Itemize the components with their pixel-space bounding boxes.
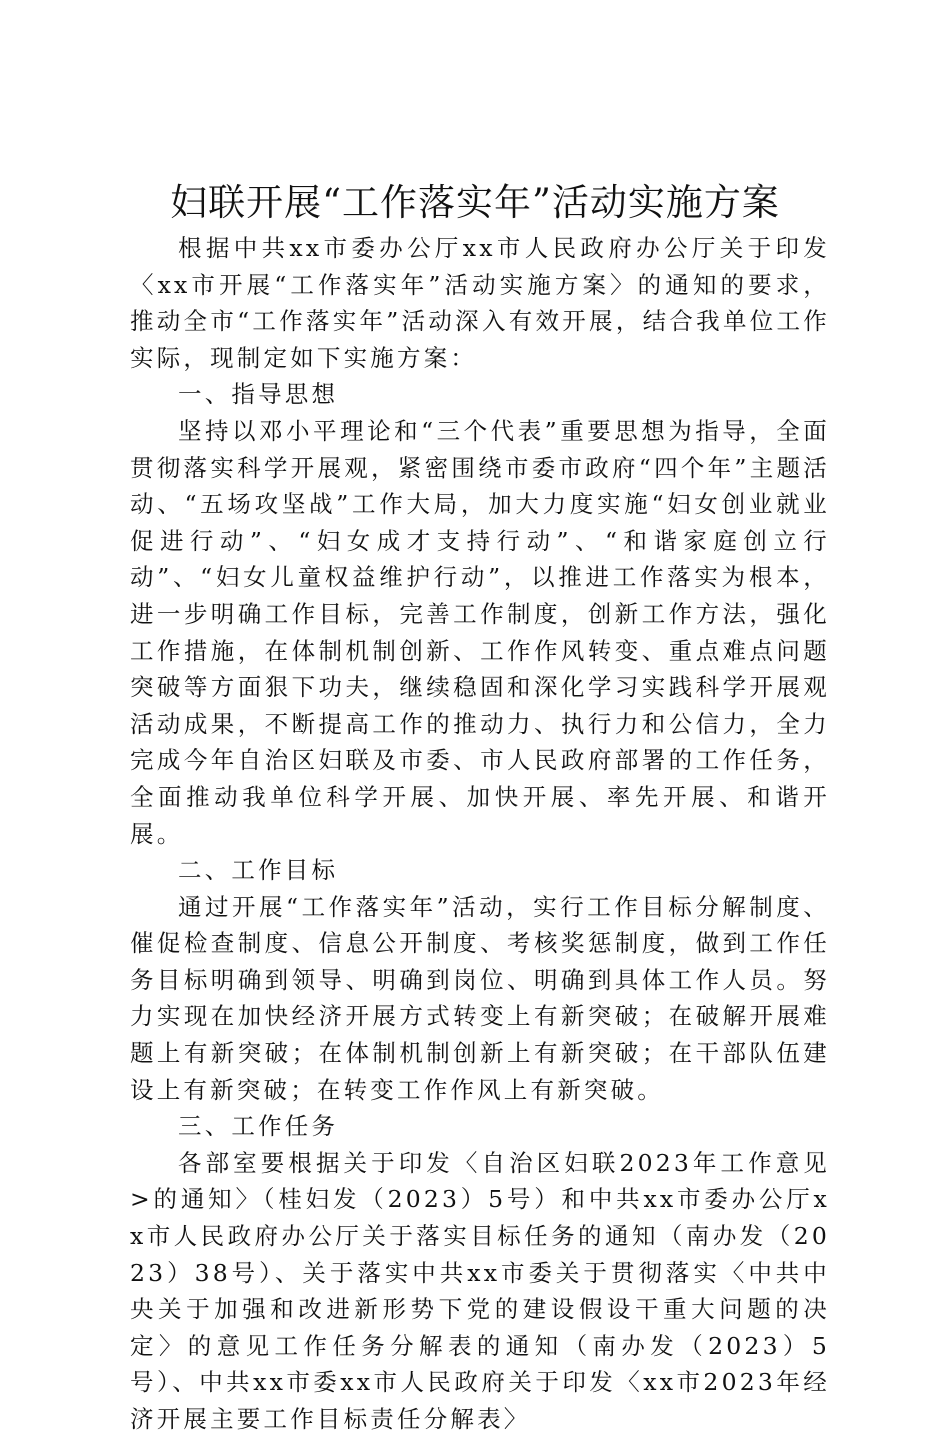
section-heading-guiding-ideology: 一、指导思想 xyxy=(178,380,339,409)
section-paragraph-work-tasks: 各部室要根据关于印发〈自治区妇联2023年工作意见>的通知〉（桂妇发（2023）5号）和中共xx市委办公厅xx市人民政府办公厅关于落实目标任务的通知（南办发（2023）38号）、关于落实中共xx市委关于贯彻落实〈中共中央关于加强和改进新形势下党的建设假设干重大问题的决定〉的意见工作任务分解表的通知（南办发（2023）5号）、中共xx市委xx市人民政府关于印发〈xx市2023年经济开展主要工作目标责任分解表〉 xyxy=(130,1148,830,1433)
section-heading-work-goals: 二、工作目标 xyxy=(178,856,339,885)
section-heading-work-tasks: 三、工作任务 xyxy=(178,1112,339,1141)
document-body xyxy=(130,230,830,1438)
section-paragraph-work-goals: 通过开展“工作落实年”活动，实行工作目标分解制度、催促检查制度、信息公开制度、考核奖惩制度，做到工作任务目标明确到领导、明确到岗位、明确到具体工作人员。努力实现在加快经济开展方式转变上有新突破；在破解开展难题上有新突破；在体制机制创新上有新突破；在干部队伍建设上有新突破；在转变工作作风上有新突破。 xyxy=(130,892,830,1104)
document-title: 妇联开展“工作落实年”活动实施方案 xyxy=(170,181,780,224)
intro-paragraph: 根据中共xx市委办公厅xx市人民政府办公厅关于印发〈xx市开展“工作落实年”活动实施方案〉的通知的要求，推动全市“工作落实年”活动深入有效开展，结合我单位工作实际，现制定如下实施方案： xyxy=(130,234,830,372)
section-paragraph-guiding-ideology: 坚持以邓小平理论和“三个代表”重要思想为指导，全面贯彻落实科学开展观，紧密围绕市委市政府“四个年”主题活动、“五场攻坚战”工作大局，加大力度实施“妇女创业就业促进行动”、“妇女成才支持行动”、“和谐家庭创立行动”、“妇女儿童权益维护行动”，以推进工作落实为根本，进一步明确工作目标，完善工作制度，创新工作方法，强化工作措施，在体制机制创新、工作作风转变、重点难点问题突破等方面狠下功夫，继续稳固和深化学习实践科学开展观活动成果，不断提高工作的推动力、执行力和公信力，全力完成今年自治区妇联及市委、市人民政府部署的工作任务，全面推动我单位科学开展、加快开展、率先开展、和谐开展。 xyxy=(130,416,830,848)
